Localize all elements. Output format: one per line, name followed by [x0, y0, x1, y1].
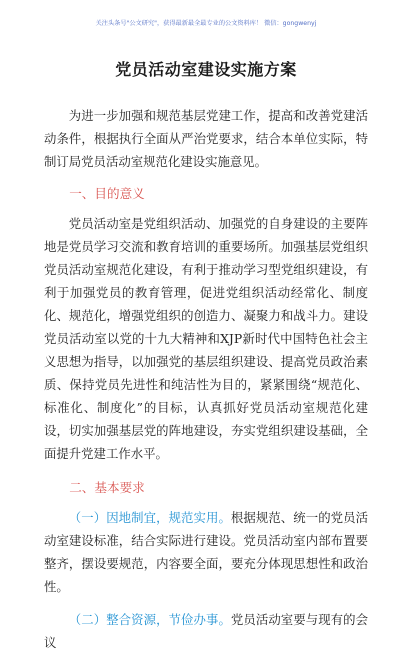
requirement-item-2-text: 党员活动室要与现有的会议 [44, 612, 369, 650]
requirement-item-2 [44, 608, 368, 654]
purpose-paragraph: 党员活动室是党组织活动、加强党的自身建设的主要阵地是党员学习交流和教育培训的重要场所。加强基层党组织党员活动室规范化建设，有利于推动学习型党组织建设，有利于加强党员的教育管理，促进党组织活动经常化、制度化、规范化，增强党组织的创造力、凝聚力和战斗力。建设党员活动室以党的十九大精神和XJP新时代中国特色社会主义思想为指导，以加强党的基层组织建设、提高党员政治素质、保持党员先进性和纯洁性为目的，紧紧围绕“规范化、标准化、制度化”的目标，认真抓好党员活动室规范化建设，切实加强基层党的阵地建设，夯实党组织建设基础，全面提升党建工作水平。 [44, 216, 368, 461]
requirement-item-1 [44, 506, 368, 598]
intro-paragraph: 为进一步加强和规范基层党建工作，提高和改善党建活动条件，根据执行全面从严治党要求，结合本单位实际，特制订局党员活动室规范化建设实施意见。 [44, 108, 368, 169]
section-heading-purpose: 一、目的意义 [69, 186, 145, 201]
requirement-item-2-lead: （二）整合资源，节俭办事。 [68, 612, 231, 627]
header-notice: 关注头条号"公文研究"，获得最新最全最专业的公文资料库！ 微信：gongwenyj [95, 20, 317, 27]
requirement-item-1-lead: （一）因地制宜，规范实用。 [68, 510, 231, 525]
requirement-item-1-text: 根据规范、统一的党员活动室建设标准，结合实际进行建设。党员活动室内部布置要整齐，摆设要规范，内容要全面，要充分体现思想性和政治性。 [44, 510, 369, 594]
document-title: 党员活动室建设实施方案 [115, 60, 297, 79]
section-heading-requirements: 二、基本要求 [69, 480, 145, 495]
spacer [44, 598, 368, 608]
